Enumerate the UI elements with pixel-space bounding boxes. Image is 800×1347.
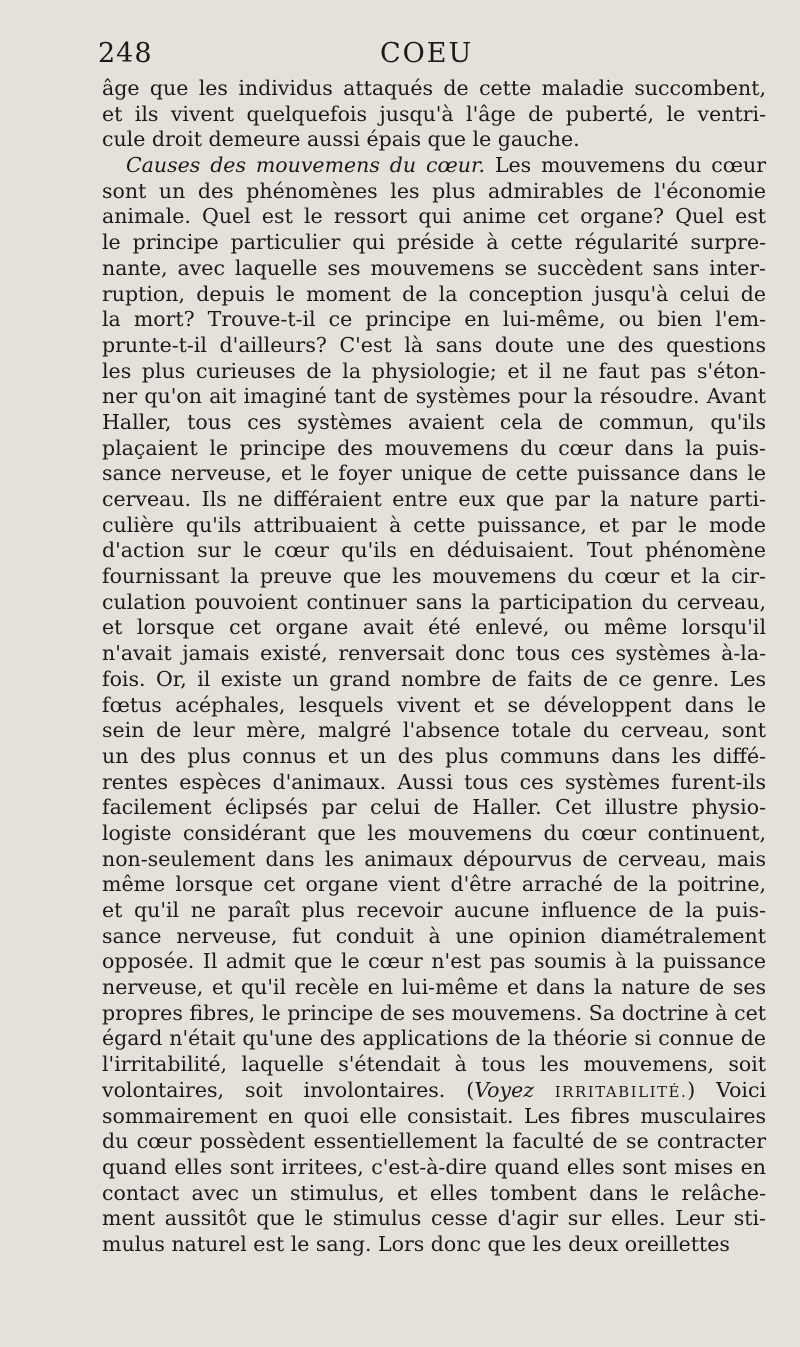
line-text: plaçaient le principe des mouvemens du cœur dans la puis-	[102, 435, 766, 460]
text-line	[102, 1026, 766, 1052]
line-text: facilement éclipsés par celui de Haller. Cet illustre physio-	[102, 795, 766, 820]
line-text: fois. Or, il existe un grand nombre de faits de ce genre. Les	[102, 666, 766, 691]
text-line	[102, 924, 766, 950]
text-line	[102, 102, 766, 128]
text-line	[102, 153, 766, 179]
line-text: ruption, depuis le moment de la conception jusqu'à celui de	[102, 281, 766, 306]
running-head	[98, 38, 738, 74]
text-line	[102, 461, 766, 487]
cross-reference-word: Voyez	[474, 1077, 535, 1102]
text-line	[102, 307, 766, 333]
text-line	[102, 872, 766, 898]
line-text: volontaires, soit involontaires. (	[102, 1077, 475, 1102]
line-text: l'irritabilité, laquelle s'étendait à tous les mouvemens, soit	[102, 1052, 766, 1077]
line-text: contact avec un stimulus, et elles tombent dans le relâche-	[102, 1180, 766, 1205]
text-line	[102, 693, 766, 719]
text-line	[102, 333, 766, 359]
line-text: la mort? Trouve-t-il ce principe en lui-même, ou bien l'em-	[102, 307, 766, 332]
text-line	[102, 744, 766, 770]
line-text: non-seulement dans les animaux dépourvus de cerveau, mais	[102, 846, 766, 871]
line-text: fournissant la preuve que les mouvemens du cœur et la cir-	[102, 564, 766, 589]
text-line	[102, 641, 766, 667]
text-line	[102, 718, 766, 744]
line-text: mulus naturel est le sang. Lors donc que les deux oreillettes	[102, 1231, 730, 1256]
line-text: un des plus connus et un des plus communs dans les diffé-	[102, 743, 766, 768]
line-text: sance nerveuse, et le foyer unique de cette puissance dans le	[102, 461, 766, 486]
text-line	[102, 667, 766, 693]
text-line	[102, 204, 766, 230]
line-text: d'action sur le cœur qu'ils en déduisaient. Tout phénomène	[102, 538, 766, 563]
text-line	[102, 359, 766, 385]
text-line	[102, 1001, 766, 1027]
line-text: sance nerveuse, fut conduit à une opinion diamétralement	[102, 923, 766, 948]
text-line	[102, 1052, 766, 1078]
line-text: ner qu'on ait imaginé tant de systèmes pour la résoudre. Avant	[102, 384, 766, 409]
line-text: fœtus acéphales, lesquels vivent et se développent dans le	[102, 692, 766, 717]
line-text: quand elles sont irritees, c'est-à-dire quand elles sont mises en	[102, 1154, 766, 1179]
line-text: cerveau. Ils ne différaient entre eux que par la nature parti-	[102, 487, 766, 511]
line-text: propres fibres, le principe de ses mouvemens. Sa doctrine à cet	[102, 1000, 766, 1025]
text-line	[102, 179, 766, 205]
line-text: animale. Quel est le ressort qui anime cet organe? Quel est	[102, 204, 766, 229]
line-text: logiste considérant que les mouvemens du cœur continuent,	[102, 820, 766, 845]
text-line	[102, 410, 766, 436]
text-line	[102, 847, 766, 873]
text-line	[102, 1104, 766, 1130]
text-line	[102, 615, 766, 641]
line-text: cule droit demeure aussi épais que le gauche.	[102, 127, 580, 152]
text-line	[102, 487, 766, 513]
text-line	[102, 770, 766, 796]
line-text: âge que les individus attaqués de cette maladie succombent,	[102, 76, 766, 100]
page-number: 248	[98, 38, 153, 69]
text-line	[102, 1181, 766, 1207]
line-text: nante, avec laquelle ses mouvemens se succèdent sans inter-	[102, 255, 766, 280]
line-text: culière qu'ils attribuaient à cette puissance, et par le mode	[102, 512, 766, 537]
text-line	[102, 1206, 766, 1232]
line-text: le principe particulier qui préside à cette régularité surpre-	[102, 230, 766, 255]
line-text: nerveuse, et qu'il recèle en lui-même et dans la nature de ses	[102, 975, 766, 1000]
text-line	[102, 795, 766, 821]
text-line	[102, 1129, 766, 1155]
line-text: Les mouvemens du cœur	[485, 153, 766, 178]
cross-reference-term: IRRITABILITÉ.	[534, 1082, 688, 1101]
text-line	[102, 76, 766, 102]
line-text: égard n'était qu'une des applications de la théorie si connue de	[102, 1026, 766, 1051]
line-text: et ils vivent quelquefois jusqu'à l'âge de puberté, le ventri-	[102, 101, 766, 126]
text-line	[102, 1155, 766, 1181]
text-line	[102, 1232, 766, 1258]
line-text: et qu'il ne paraît plus recevoir aucune influence de la puis-	[102, 898, 766, 922]
line-text: sein de leur mère, malgré l'absence totale du cerveau, sont	[102, 718, 766, 743]
line-text: les plus curieuses de la physiologie; et il ne faut pas s'éton-	[102, 358, 766, 383]
text-line	[102, 949, 766, 975]
body-text	[102, 76, 766, 1258]
text-line	[102, 230, 766, 256]
line-text-tail: ) Voici	[687, 1077, 767, 1102]
line-text: culation pouvoient continuer sans la participation du cerveau,	[102, 589, 766, 614]
text-line	[102, 564, 766, 590]
section-heading: Causes des mouvemens du cœur.	[126, 153, 486, 178]
line-text: et lorsque cet organe avait été enlevé, ou même lorsqu'il	[102, 615, 766, 640]
running-title: COEU	[380, 38, 474, 69]
line-text: rentes espèces d'animaux. Aussi tous ces systèmes furent-ils	[102, 769, 766, 794]
text-line	[102, 384, 766, 410]
text-line	[102, 256, 766, 282]
line-text: Haller, tous ces systèmes avaient cela de commun, qu'ils	[102, 409, 766, 434]
text-line	[102, 513, 766, 539]
text-line	[102, 127, 766, 153]
text-line	[102, 282, 766, 308]
text-line	[102, 1078, 766, 1104]
line-text: n'avait jamais existé, renversait donc tous ces systèmes à-la-	[102, 641, 766, 666]
text-line	[102, 538, 766, 564]
text-line	[102, 436, 766, 462]
text-line	[102, 898, 766, 924]
line-text: sommairement en quoi elle consistait. Les fibres musculaires	[102, 1103, 766, 1128]
line-text: même lorsque cet organe vient d'être arraché de la poitrine,	[102, 872, 766, 897]
line-text: prunte-t-il d'ailleurs? C'est là sans doute une des questions	[102, 332, 766, 357]
line-text: opposée. Il admit que le cœur n'est pas soumis à la puissance	[102, 949, 766, 974]
text-line	[102, 590, 766, 616]
text-line	[102, 821, 766, 847]
line-text: ment aussitôt que le stimulus cesse d'agir sur elles. Leur sti-	[102, 1206, 766, 1231]
line-text: du cœur possèdent essentiellement la faculté de se contracter	[102, 1129, 766, 1154]
text-line	[102, 975, 766, 1001]
line-text: sont un des phénomènes les plus admirables de l'économie	[102, 178, 766, 203]
